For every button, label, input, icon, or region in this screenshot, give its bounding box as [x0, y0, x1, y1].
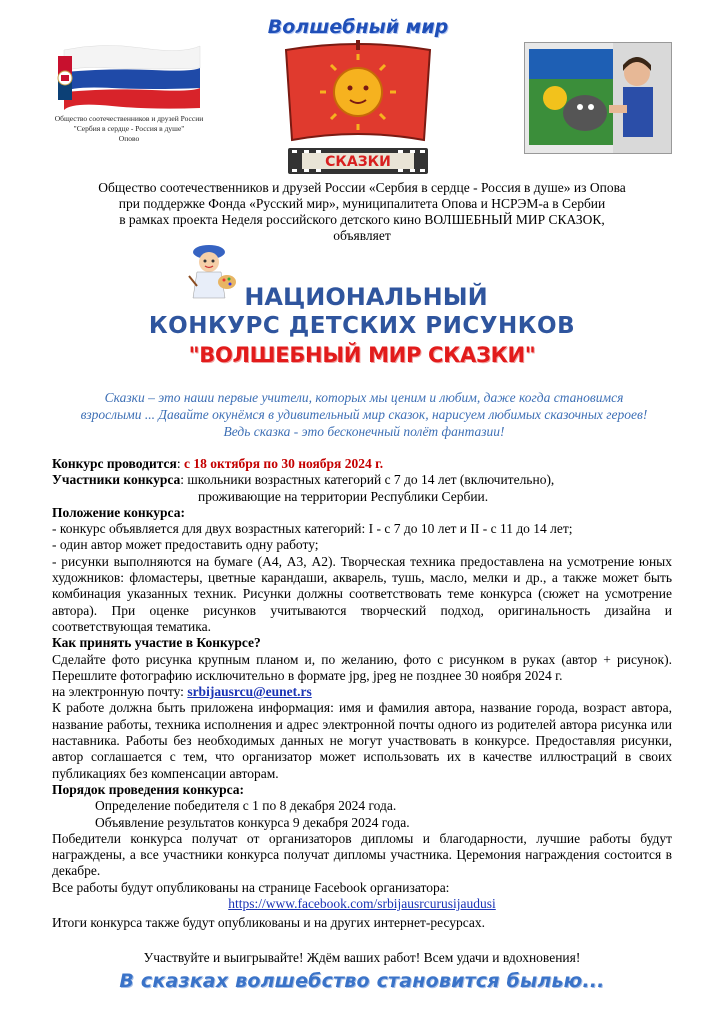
held-line — [52, 456, 672, 472]
intro-line: при поддержке Фонда «Русский мир», муниципалитета Опова и НСРЭМ-а в Сербии — [118, 196, 606, 211]
organization-logo — [52, 40, 212, 158]
rules-body — [52, 456, 672, 932]
email-prefix: на электронную почту: — [52, 684, 188, 700]
title-line-2: КОНКУРС ДЕТСКИХ РИСУНКОВ — [148, 313, 576, 339]
rule-item: - конкурс объявляется для двух возрастных категорий: I - с 7 до 10 лет и II - с 11 до 14 лет; — [52, 521, 573, 537]
closing-text: Участвуйте и выигрывайте! Ждём ваших работ! Всем удачи и вдохновения! — [143, 950, 581, 965]
facebook-link[interactable]: https://www.facebook.com/srbijausrcurusijaudusi — [228, 896, 496, 912]
ship-sail-text: СКАЗКИ — [325, 154, 391, 170]
festival-logo-title: Волшебный мир — [267, 16, 449, 38]
ship-sail-image — [258, 40, 458, 177]
held-colon: : — [176, 456, 184, 471]
festival-logo — [258, 12, 458, 177]
order-item: Объявление результатов конкурса 9 декабря 2024 года. — [95, 814, 410, 830]
quote-line: взрослыми ... Давайте окунёмся в удивительный мир сказок, нарисуем любимых сказочных героев! — [80, 407, 648, 422]
caption-line: Опово — [118, 134, 140, 143]
intro-line: объявляет — [333, 228, 391, 243]
participants-label: Участники конкурса — [52, 472, 181, 488]
caption-line: Общество соотечественников и друзей России — [54, 114, 204, 123]
facebook-text: Все работы будут опубликованы на странице Facebook организатора: — [52, 879, 450, 895]
order-heading: Порядок проведения конкурса: — [52, 781, 245, 797]
title-line-3: "ВОЛШЕБНЫЙ МИР СКАЗКИ" — [188, 343, 536, 367]
results-text: Итоги конкурса также будут опубликованы и на других интернет-ресурсах. — [52, 915, 486, 931]
quote-line: Ведь сказка - это бесконечный полёт фантазии! — [223, 424, 505, 439]
organization-caption — [54, 114, 204, 144]
rule-item: - рисунки выполняются на бумаге (А4, А3, А2). Творческая техника предоставлена на усмотрение юных художников: фломастеры, цветные карандаши, акварель, тушь, масло, мелки и др., а также может быть комбинация указанных техник. Рисунки должны соответствовать теме конкурса (сюжет на усмотрение автора). При оценке рисунков учитываются творческий подход, оригинальность дизайна и соответствующая тематика. — [52, 553, 672, 634]
intro-line: в рамках проекта Неделя российского детского кино ВОЛШЕБНЫЙ МИР СКАЗОК, — [119, 212, 605, 227]
howto-heading: Как принять участие в Конкурсе? — [52, 635, 261, 651]
participants-line-2: проживающие на территории Республики Сербии. — [198, 488, 489, 504]
order-item: Определение победителя с 1 по 8 декабря 2024 года. — [95, 798, 397, 814]
participants-text: : школьники возрастных категорий с 7 до 14 лет (включительно), — [180, 472, 555, 488]
held-label: Конкурс проводится — [52, 456, 177, 471]
child-with-drawing-photo — [524, 42, 672, 154]
facebook-line — [52, 896, 672, 912]
intro-line: Общество соотечественников и друзей России «Сербия в сердце - Россия в душе» из Опова — [98, 180, 626, 195]
intro-text — [30, 180, 694, 244]
caption-line: "Сербия в сердце - Россия в душе" — [73, 124, 185, 133]
email-line — [52, 684, 672, 700]
quote-text — [58, 389, 670, 440]
rules-heading: Положение конкурса: — [52, 504, 185, 520]
rule-item: - один автор может предоставить одну работу; — [52, 537, 319, 553]
info-text: К работе должна быть приложена информация: имя и фамилия автора, название города, возраст автора, название работы, техника исполнения и адрес электронной почты одного из родителей автора рисунка или наставника. Работы без необходимых данных не могут участвовать в конкурсе. Предоставляя рисунки, автор соглашается с тем, что организатор может использовать их в качестве иллюстраций в своих публикациях без компенсации авторам. — [52, 700, 672, 781]
quote-line: Сказки – это наши первые учители, которых мы ценим и любим, даже когда становимся — [104, 390, 624, 405]
winners-text: Победители конкурса получат от организаторов дипломы и благодарности, лучшие работы будут награждены, а все участники конкурса получат дипломы участника. Церемония награждения состоится в декабре. — [52, 830, 672, 879]
participants-line — [52, 472, 672, 488]
russia-serbia-flag-image — [52, 42, 202, 110]
slogan-text: В сказках волшебство становится былью... — [119, 970, 605, 992]
email-link[interactable]: srbijausrcu@eunet.rs — [187, 684, 312, 700]
howto-text: Сделайте фото рисунка крупным планом и, по желанию, фото с рисунком в руках (автор + рисунок). Перешлите фотографию исключительно в формате jpg, jpeg не позднее 30 ноября 2024 г. — [52, 651, 672, 683]
held-dates: с 18 октября по 30 ноября 2024 г. — [183, 456, 384, 471]
title-line-1: НАЦИОНАЛЬНЫЙ — [244, 283, 488, 311]
